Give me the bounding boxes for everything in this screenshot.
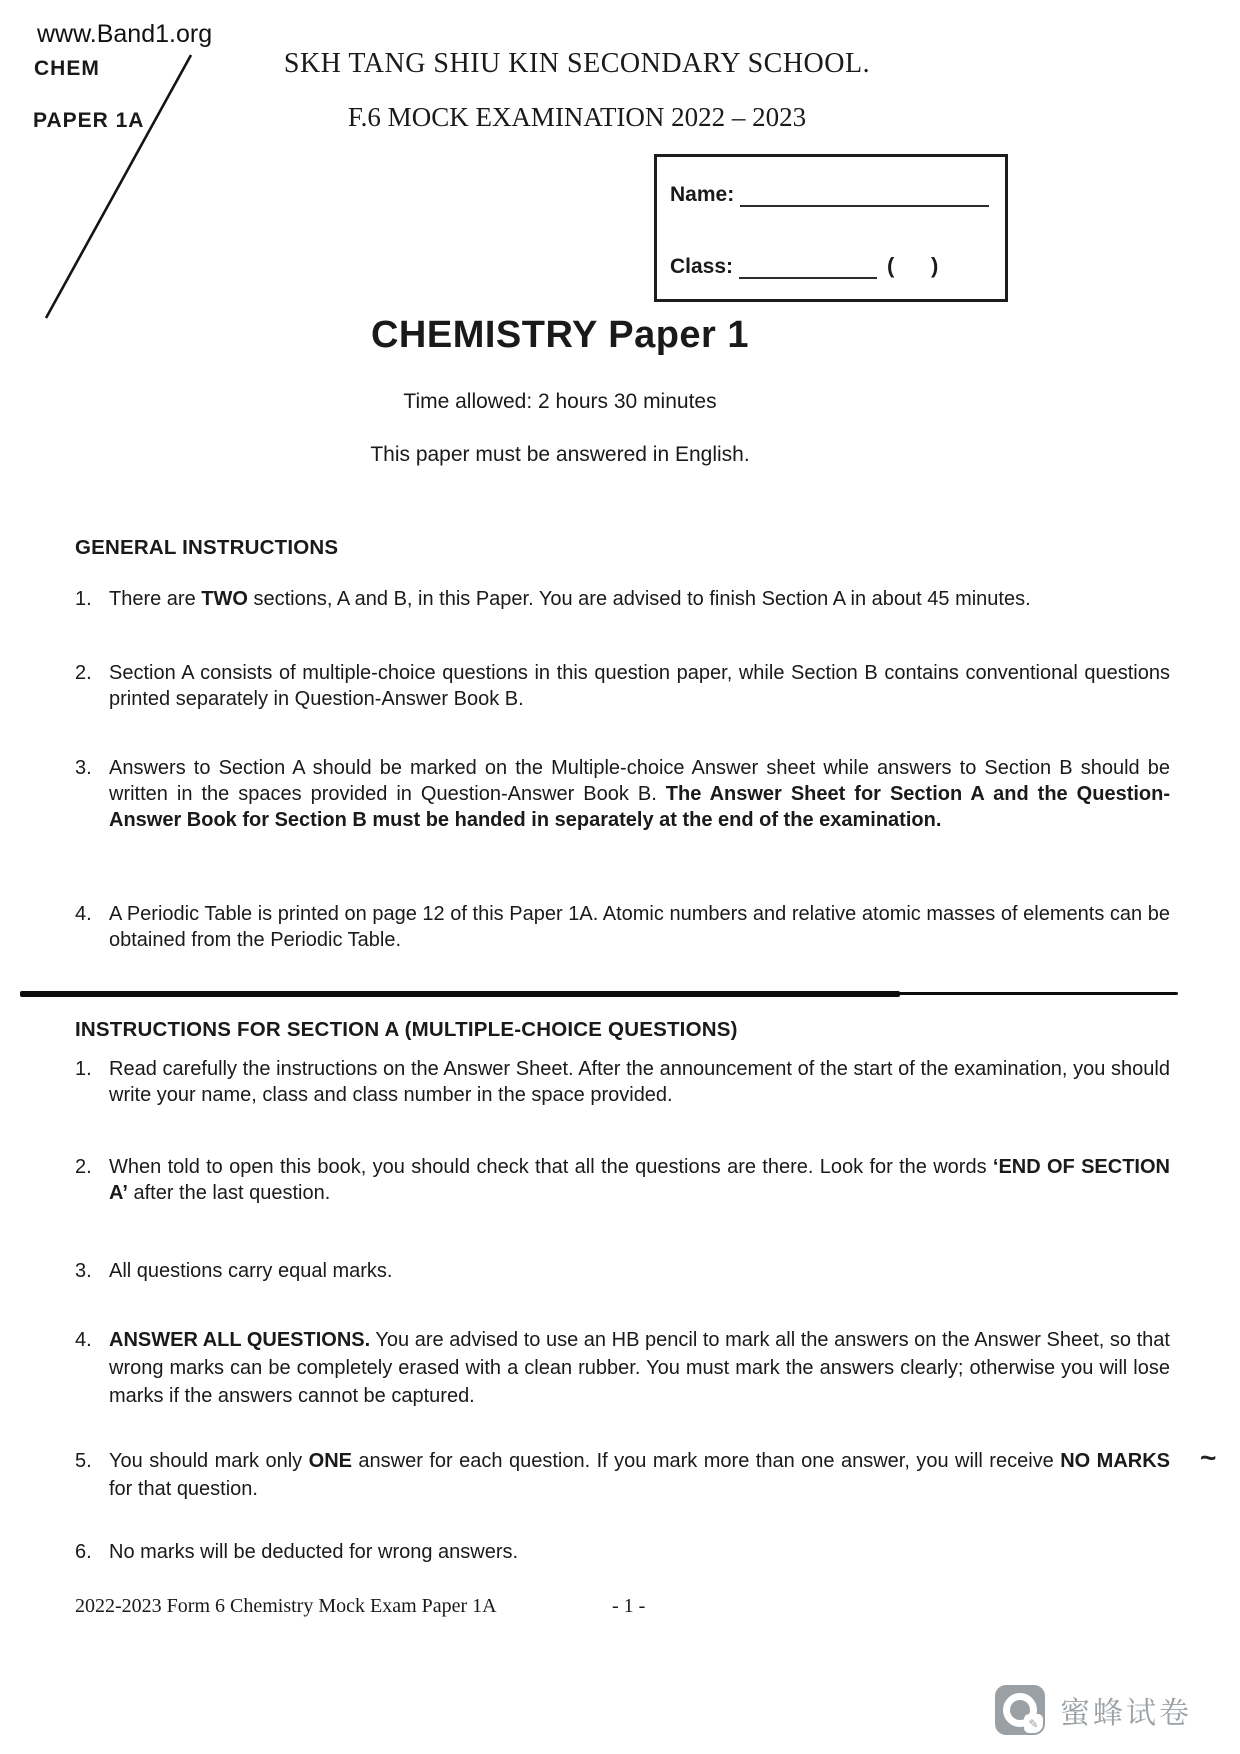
paper-title: CHEMISTRY Paper 1 — [370, 314, 750, 356]
item-number: 4. — [75, 903, 92, 925]
item-number: 2. — [75, 1156, 92, 1178]
item-text: When told to open this book, you should check that all the questions are there. Look for the words ‘END OF SECTION A’ after the last question. — [109, 1156, 1170, 1204]
language-line: This paper must be answered in English. — [370, 443, 750, 466]
section-divider-thin-end — [892, 992, 1178, 995]
section-a-item-6 — [75, 1539, 1170, 1565]
name-row — [670, 179, 989, 207]
item-number: 3. — [75, 757, 92, 779]
section-a-item-3 — [75, 1258, 1170, 1284]
item-text: There are TWO sections, A and B, in this Paper. You are advised to finish Section A in about 45 minutes. — [109, 588, 1031, 610]
item-text: A Periodic Table is printed on page 12 of this Paper 1A. Atomic numbers and relative atomic masses of elements can be obtained from the Periodic Table. — [109, 903, 1170, 951]
name-blank-line — [740, 179, 989, 207]
general-instruction-item-4 — [75, 901, 1170, 953]
section-a-item-1 — [75, 1056, 1170, 1108]
item-number: 3. — [75, 1260, 92, 1282]
subject-code-label: CHEM — [34, 57, 100, 80]
section-a-instructions-heading: INSTRUCTIONS FOR SECTION A (MULTIPLE-CHOICE QUESTIONS) — [75, 1018, 738, 1041]
section-a-item-4 — [75, 1326, 1170, 1410]
watermark-site-url: www.Band1.org — [37, 20, 213, 48]
paper-code-label: PAPER 1A — [33, 109, 145, 132]
general-instruction-item-1 — [75, 586, 1170, 612]
item-text: You should mark only ONE answer for each question. If you mark more than one answer, you will receive NO MARKS for that question. — [109, 1450, 1171, 1500]
section-a-item-5 — [75, 1447, 1170, 1503]
item-number: 2. — [75, 662, 92, 684]
item-text: Section A consists of multiple-choice questions in this question paper, while Section B contains conventional questions printed separately in Question-Answer Book B. — [109, 662, 1170, 710]
item-text: Read carefully the instructions on the Answer Sheet. After the announcement of the start of the examination, you should write your name, class and class number in the space provided. — [109, 1058, 1170, 1106]
section-a-item-2 — [75, 1154, 1170, 1206]
item-number: 1. — [75, 588, 92, 610]
name-label: Name: — [670, 183, 735, 206]
general-instruction-item-2 — [75, 660, 1170, 712]
item-number: 6. — [75, 1541, 92, 1563]
class-row — [670, 251, 938, 279]
time-allowed-line: Time allowed: 2 hours 30 minutes — [403, 390, 717, 413]
footer-page-number: - 1 - — [612, 1595, 646, 1617]
item-text: Answers to Section A should be marked on the Multiple-choice Answer sheet while answers to Section B should be written in the spaces provided in Question-Answer Book B. The Answer Sheet for Section A and the Question-Answer Book for Section B must be handed in separately at the end of the examination. — [109, 757, 1171, 831]
item-text: All questions carry equal marks. — [109, 1260, 393, 1282]
pencil-badge-icon: ✎ — [1024, 1714, 1043, 1733]
class-label: Class: — [670, 255, 734, 278]
bee-paper-logo-icon — [995, 1685, 1045, 1735]
exam-title: F.6 MOCK EXAMINATION 2022 – 2023 — [347, 102, 807, 132]
name-class-box — [654, 154, 1008, 302]
brand-name-text: 蜜蜂试卷 — [1060, 1697, 1192, 1730]
item-text: No marks will be deducted for wrong answers. — [109, 1541, 519, 1563]
brand-watermark — [995, 1685, 1192, 1735]
class-blank-line — [739, 251, 877, 279]
general-instruction-item-3 — [75, 755, 1170, 833]
item-number: 4. — [75, 1329, 92, 1351]
footer-document-title: 2022-2023 Form 6 Chemistry Mock Exam Paper 1A — [75, 1595, 497, 1617]
item-number: 1. — [75, 1058, 92, 1080]
scan-artifact-mark: ~ — [1200, 1442, 1217, 1473]
item-number: 5. — [75, 1450, 92, 1472]
general-instructions-heading: GENERAL INSTRUCTIONS — [75, 536, 339, 559]
item-text: ANSWER ALL QUESTIONS. You are advised to use an HB pencil to mark all the answers on the Answer Sheet, so that wrong marks can be completely erased with a clean rubber. You must mark the answers clearly; otherwise you will lose marks if the answers cannot be captured. — [109, 1329, 1170, 1407]
class-number-parens: ( ) — [887, 253, 939, 278]
school-name: SKH TANG SHIU KIN SECONDARY SCHOOL. — [283, 48, 871, 79]
section-divider — [20, 991, 900, 997]
